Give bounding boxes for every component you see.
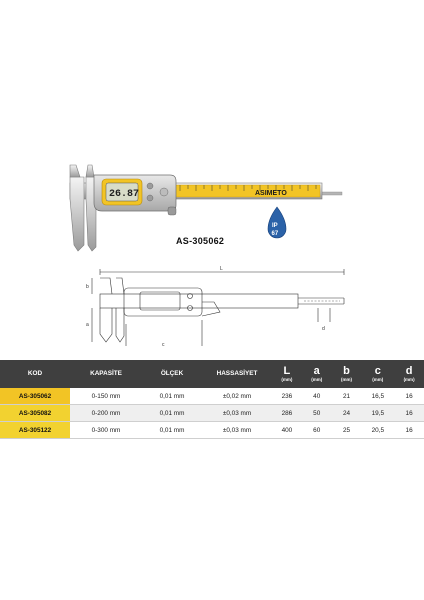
col-header-c bbox=[361, 360, 394, 388]
cell-a: 60 bbox=[302, 422, 332, 439]
col-header-kapasite: KAPASİTE bbox=[70, 360, 142, 388]
zero-button-icon bbox=[147, 183, 153, 189]
col-header-a bbox=[302, 360, 332, 388]
cell-hassasiyet: ±0,02 mm bbox=[202, 388, 272, 405]
cell-b: 21 bbox=[332, 388, 362, 405]
cell-d: 16 bbox=[394, 422, 424, 439]
cell-kod: AS-305062 bbox=[0, 388, 70, 405]
cell-kod: AS-305122 bbox=[0, 422, 70, 439]
ip-prefix: IP bbox=[272, 223, 278, 229]
cell-hassasiyet: ±0,03 mm bbox=[202, 422, 272, 439]
technical-drawing bbox=[82, 262, 352, 350]
cell-b: 24 bbox=[332, 405, 362, 422]
dim-label-a: a bbox=[86, 322, 89, 328]
cell-d: 16 bbox=[394, 405, 424, 422]
spec-table bbox=[0, 360, 424, 439]
cell-L: 400 bbox=[272, 422, 302, 439]
col-unit-d: (mm) bbox=[403, 376, 415, 382]
cell-d: 16 bbox=[394, 388, 424, 405]
cell-kapasite: 0-200 mm bbox=[70, 405, 142, 422]
cell-c: 16,5 bbox=[361, 388, 394, 405]
table-row bbox=[0, 405, 424, 422]
col-unit-c: (mm) bbox=[372, 376, 384, 382]
cell-a: 40 bbox=[302, 388, 332, 405]
cell-olcek: 0,01 mm bbox=[142, 405, 202, 422]
dim-label-b: b bbox=[86, 284, 89, 290]
col-symbol-c: c bbox=[374, 364, 381, 377]
cell-a: 50 bbox=[302, 405, 332, 422]
cell-c: 20,5 bbox=[361, 422, 394, 439]
cell-kod: AS-305082 bbox=[0, 405, 70, 422]
cell-L: 236 bbox=[272, 388, 302, 405]
thumb-wheel-icon bbox=[160, 188, 168, 196]
table-row bbox=[0, 422, 424, 439]
lcd-reading: 26.87 bbox=[109, 189, 140, 200]
col-unit-b: (mm) bbox=[341, 376, 353, 382]
brand-label: ASIMETO bbox=[255, 190, 287, 197]
cell-b: 25 bbox=[332, 422, 362, 439]
cell-kapasite: 0-300 mm bbox=[70, 422, 142, 439]
col-symbol-d: d bbox=[405, 364, 413, 377]
col-header-hassasiyet: HASSASİYET bbox=[202, 360, 272, 388]
col-unit-a: (mm) bbox=[311, 376, 323, 382]
col-symbol-b: b bbox=[343, 364, 350, 377]
col-header-b bbox=[332, 360, 362, 388]
col-header-kod: KOD bbox=[0, 360, 70, 388]
model-caption: AS-305062 bbox=[176, 236, 225, 246]
col-symbol-a: a bbox=[313, 364, 320, 377]
cell-olcek: 0,01 mm bbox=[142, 422, 202, 439]
dim-label-d: d bbox=[322, 326, 325, 332]
col-header-L bbox=[272, 360, 302, 388]
cell-kapasite: 0-150 mm bbox=[70, 388, 142, 405]
col-header-olcek: ÖLÇEK bbox=[142, 360, 202, 388]
table-row bbox=[0, 388, 424, 405]
cell-L: 286 bbox=[272, 405, 302, 422]
col-header-d bbox=[394, 360, 424, 388]
dim-label-L: L bbox=[220, 266, 223, 272]
cell-olcek: 0,01 mm bbox=[142, 388, 202, 405]
cell-c: 19,5 bbox=[361, 405, 394, 422]
dim-label-c: c bbox=[162, 342, 165, 348]
mode-button-icon bbox=[147, 195, 153, 201]
table-header-row bbox=[0, 360, 424, 388]
col-unit-L: (mm) bbox=[281, 376, 293, 382]
cell-hassasiyet: ±0,03 mm bbox=[202, 405, 272, 422]
ip67-badge-icon bbox=[268, 207, 286, 238]
ip-rating: 67 bbox=[271, 231, 279, 237]
col-symbol-L: L bbox=[283, 364, 291, 377]
